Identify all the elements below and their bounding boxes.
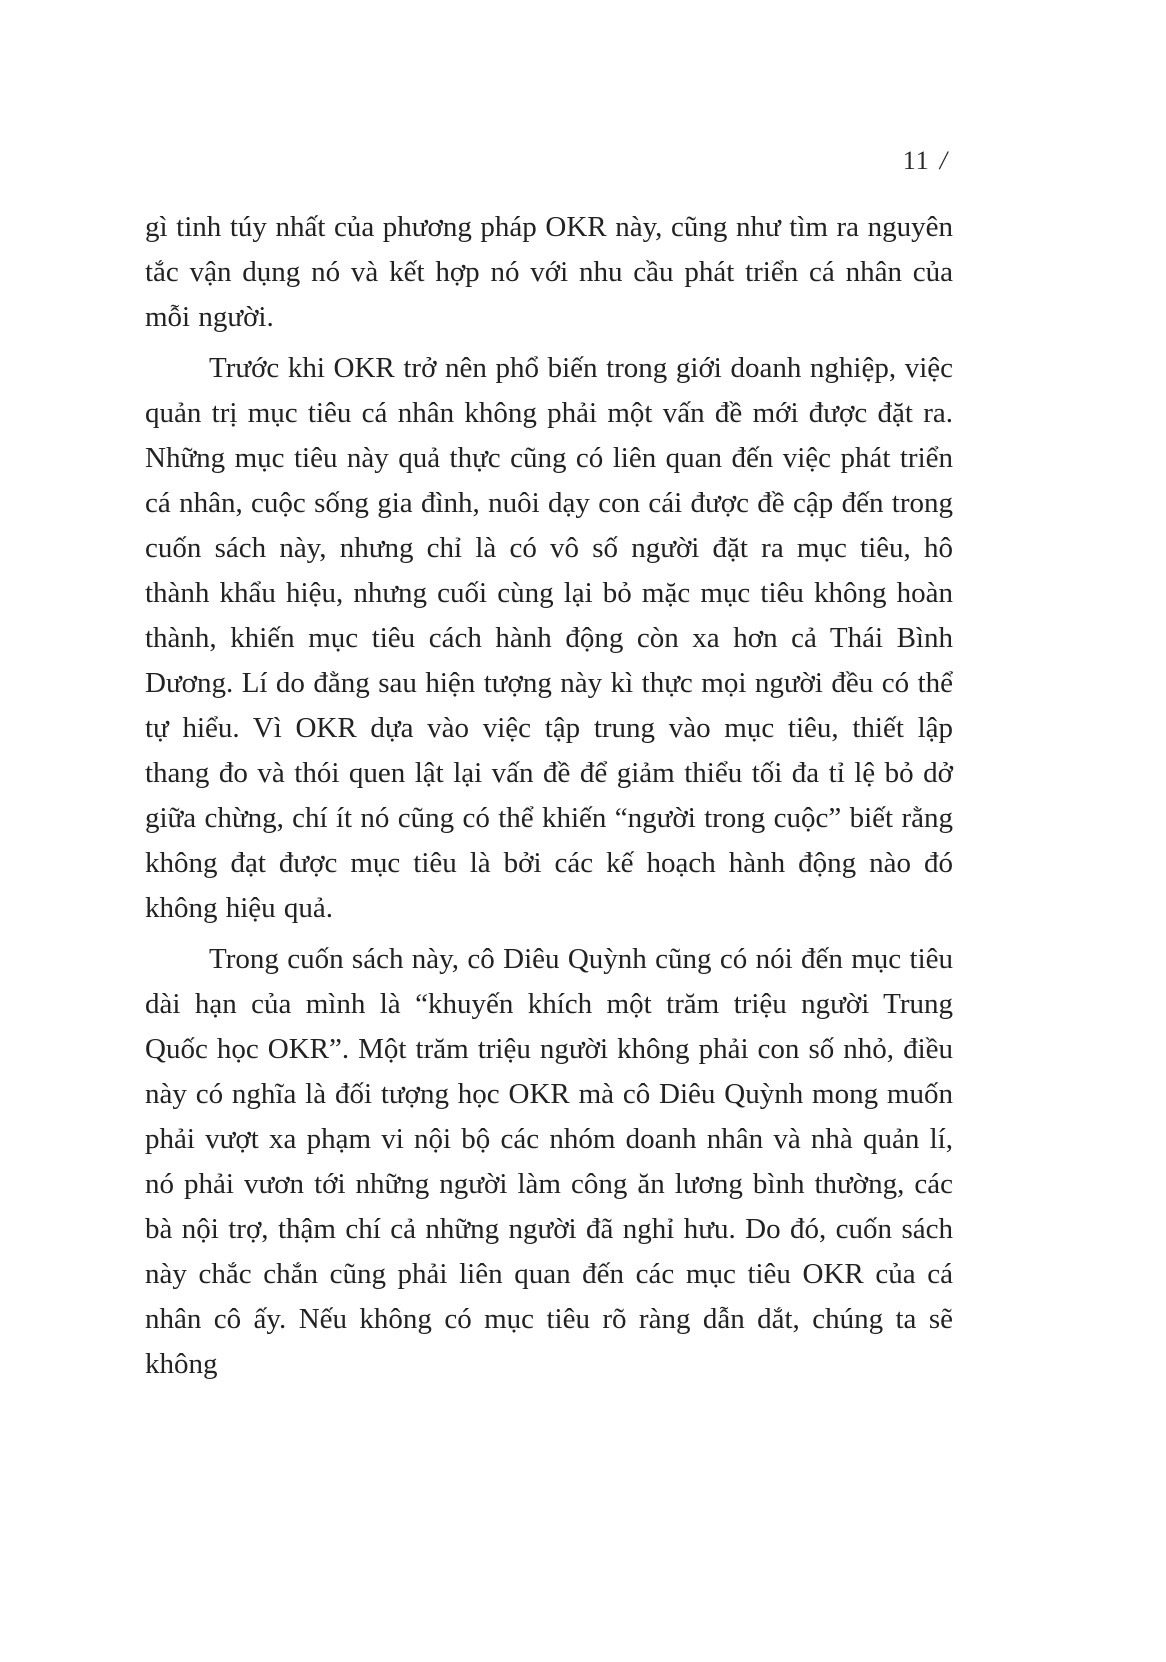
text-block (145, 205, 953, 1393)
paragraph: gì tinh túy nhất của phương pháp OKR này, cũng như tìm ra nguyên tắc vận dụng nó và kết hợp nó với nhu cầu phát triển cá nhân của mỗi người. (145, 211, 953, 333)
page-number-slash: / (939, 146, 948, 175)
paragraph: Trước khi OKR trở nên phổ biến trong giới doanh nghiệp, việc quản trị mục tiêu cá nhân không phải một vấn đề mới được đặt ra. Những mục tiêu này quả thực cũng có liên quan đến việc phát triển cá nhân, cuộc sống gia đình, nuôi dạy con cái được đề cập đến trong cuốn sách này, nhưng chỉ là có vô số người đặt ra mục tiêu, hô thành khẩu hiệu, nhưng cuối cùng lại bỏ mặc mục tiêu không hoàn thành, khiến mục tiêu cách hành động còn xa hơn cả Thái Bình Dương. Lí do đằng sau hiện tượng này kì thực mọi người đều có thể tự hiểu. Vì OKR dựa vào việc tập trung vào mục tiêu, thiết lập thang đo và thói quen lật lại vấn đề để giảm thiểu tối đa tỉ lệ bỏ dở giữa chừng, chí ít nó cũng có thể khiến “người trong cuộc” biết rằng không đạt được mục tiêu là bởi các kế hoạch hành động nào đó không hiệu quả. (145, 352, 953, 924)
page-header (903, 146, 948, 176)
paragraph: Trong cuốn sách này, cô Diêu Quỳnh cũng có nói đến mục tiêu dài hạn của mình là “khuyến khích một trăm triệu người Trung Quốc học OKR”. Một trăm triệu người không phải con số nhỏ, điều này có nghĩa là đối tượng học OKR mà cô Diêu Quỳnh mong muốn phải vượt xa phạm vi nội bộ các nhóm doanh nhân và nhà quản lí, nó phải vươn tới những người làm công ăn lương bình thường, các bà nội trợ, thậm chí cả những người đã nghỉ hưu. Do đó, cuốn sách này chắc chắn cũng phải liên quan đến các mục tiêu OKR của cá nhân cô ấy. Nếu không có mục tiêu rõ ràng dẫn dắt, chúng ta sẽ không (145, 943, 953, 1380)
page-number: 11 (902, 146, 930, 175)
